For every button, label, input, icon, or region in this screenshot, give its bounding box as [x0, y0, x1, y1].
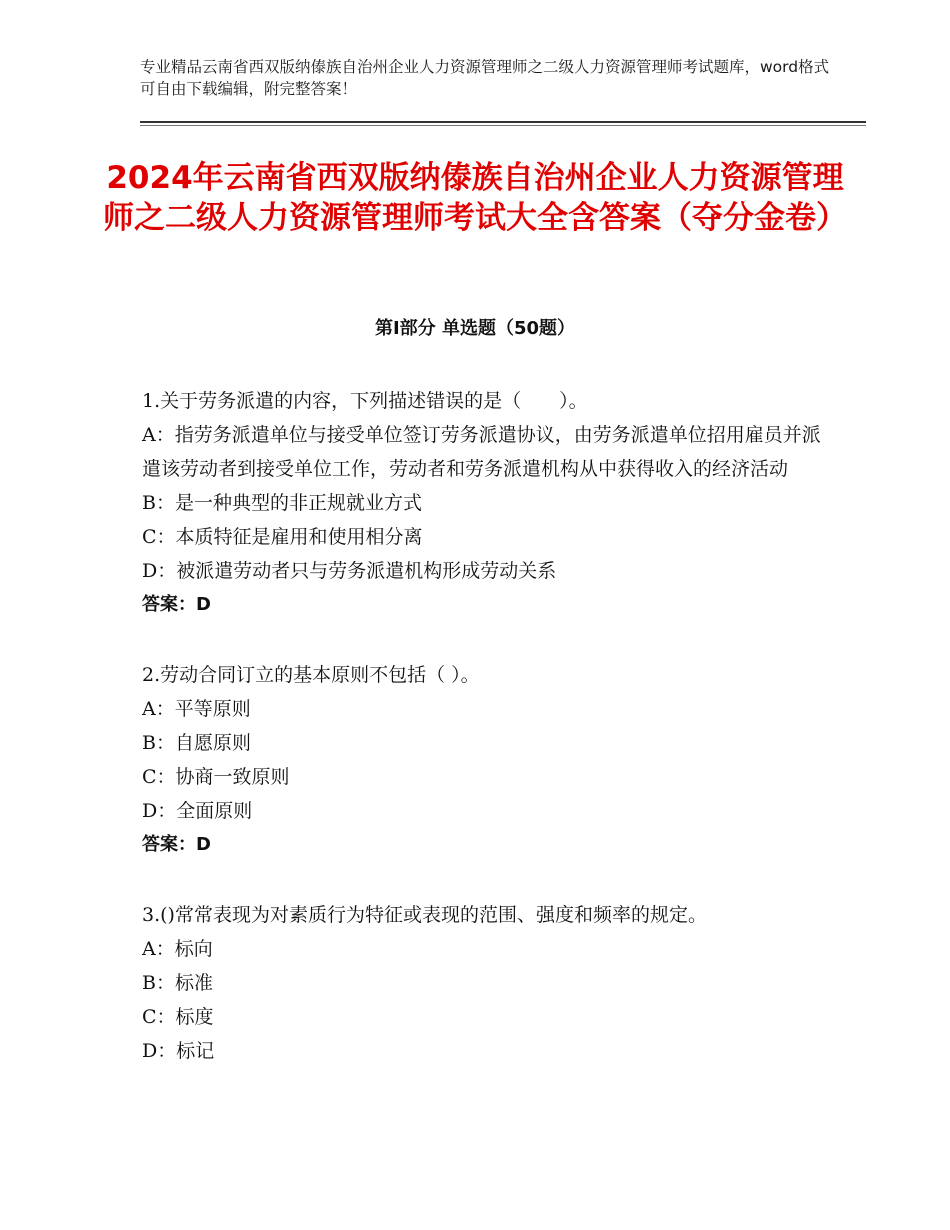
- question-2: [142, 658, 822, 862]
- option-b: B：自愿原则: [142, 732, 251, 754]
- question-stem: 2.劳动合同订立的基本原则不包括（ ）。: [142, 664, 480, 686]
- option-c: C：标度: [142, 1006, 214, 1028]
- header-note: 专业精品云南省西双版纳傣族自治州企业人力资源管理师之二级人力资源管理师考试题库，word格式可自由下载编辑，附完整答案！: [140, 58, 830, 98]
- option-d: D：全面原则: [142, 800, 253, 822]
- option-c: C：本质特征是雇用和使用相分离: [142, 526, 423, 548]
- document-title: 2024年云南省西双版纳傣族自治州企业人力资源管理师之二级人力资源管理师考试大全含答案（夺分金卷）: [103, 160, 847, 236]
- option-b: B：标准: [142, 972, 213, 994]
- header-rule-thick: [140, 121, 866, 123]
- option-d: D：被派遣劳动者只与劳务派遣机构形成劳动关系: [142, 560, 557, 582]
- question-3: [142, 898, 822, 1068]
- option-a: A：指劳务派遣单位与接受单位签订劳务派遣协议，由劳务派遣单位招用雇员并派遣该劳动者到接受单位工作，劳动者和劳务派遣机构从中获得收入的经济活动: [142, 424, 821, 480]
- question-stem: 1.关于劳务派遣的内容，下列描述错误的是（ ）。: [142, 390, 588, 412]
- question-1: [142, 384, 822, 622]
- header-rule-thin: [140, 125, 866, 126]
- answer-label: 答案：D: [142, 834, 211, 855]
- option-a: A：标向: [142, 938, 213, 960]
- option-a: A：平等原则: [142, 698, 251, 720]
- section-heading: 第Ⅰ部分 单选题（50题）: [374, 318, 575, 339]
- option-b: B：是一种典型的非正规就业方式: [142, 492, 422, 514]
- answer-label: 答案：D: [142, 594, 211, 615]
- question-stem: 3.()常常表现为对素质行为特征或表现的范围、强度和频率的规定。: [142, 904, 707, 926]
- option-d: D：标记: [142, 1040, 215, 1062]
- question-list: [142, 384, 822, 1104]
- option-c: C：协商一致原则: [142, 766, 290, 788]
